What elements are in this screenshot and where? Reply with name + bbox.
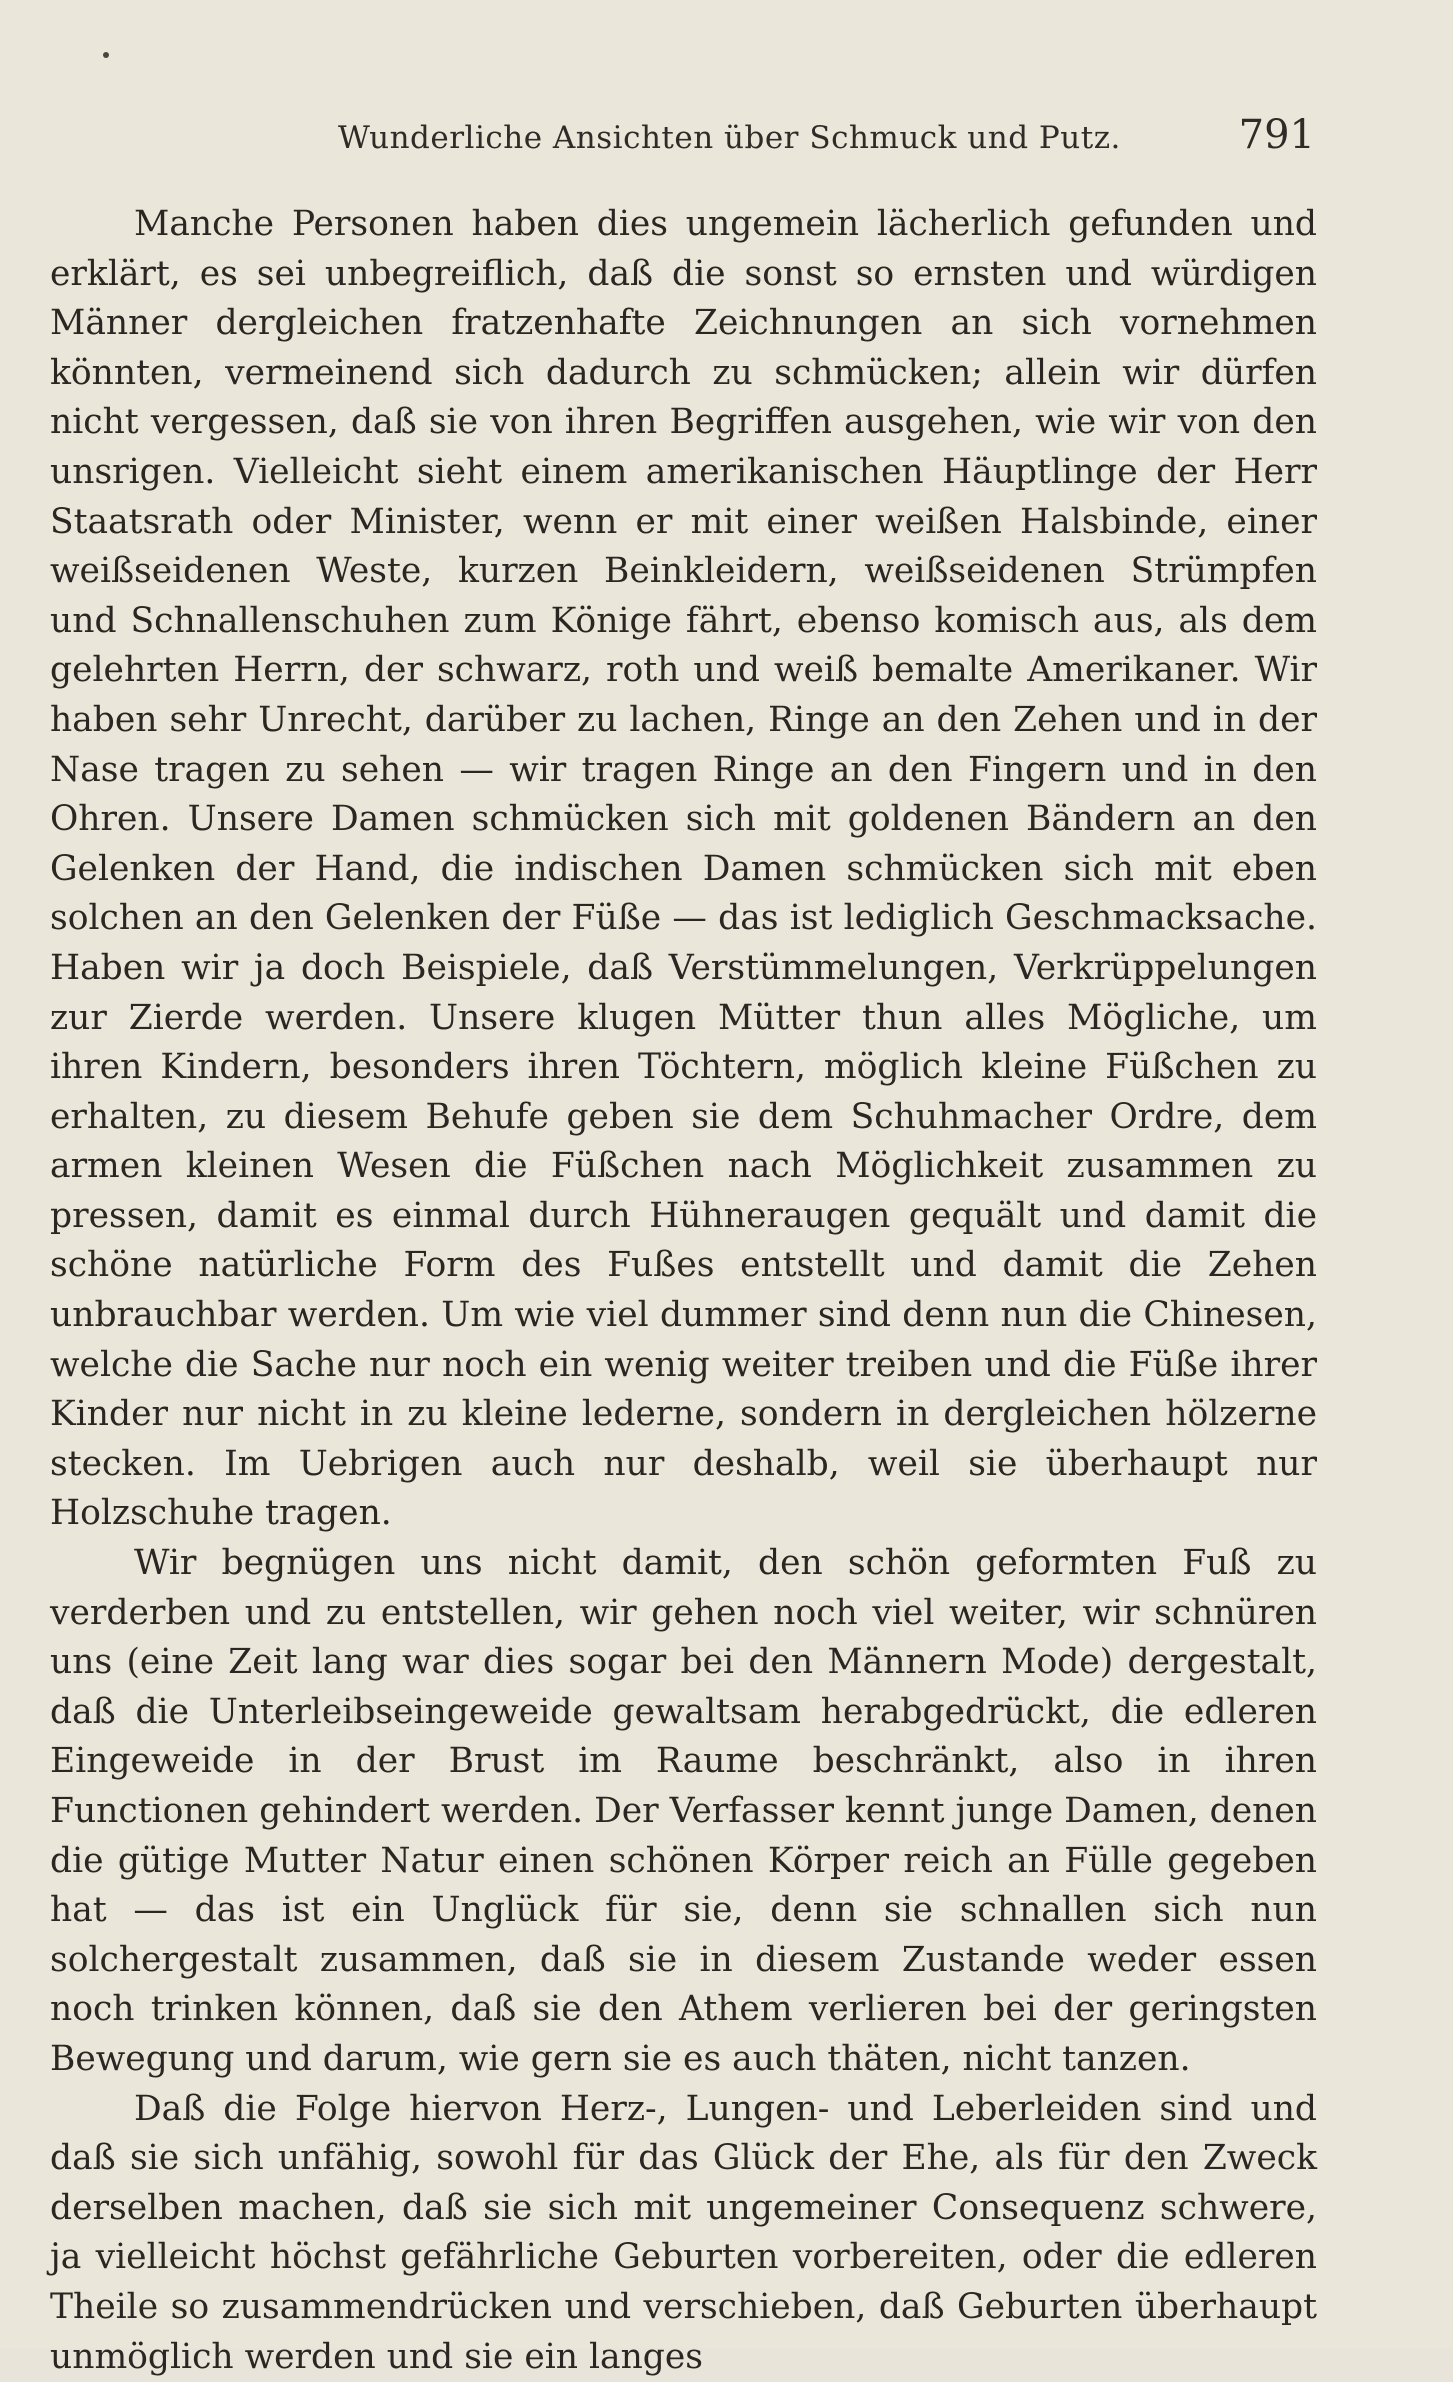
page-header — [338, 112, 1315, 172]
page-number: 791 — [1238, 112, 1315, 158]
ink-speck — [103, 52, 109, 58]
paragraph: Daß die Folge hiervon Herz-, Lungen- und Leberleiden sind und daß sie sich unfähig, sowohl für das Glück der Ehe, als für den Zweck derselben machen, daß sie sich mit ungemeiner Consequenz schwere, ja vielleicht höchst gefährliche Geburten vorbereiten, oder die edleren Theile so zusammendrücken und verschieben, daß Geburten überhaupt unmöglich werden und sie ein langes — [50, 2088, 1317, 2377]
running-title: Wunderliche Ansichten über Schmuck und Putz. — [338, 120, 1121, 156]
paragraph: Manche Personen haben dies ungemein lächerlich gefunden und erklärt, es sei unbegreiflich, daß die sonst so ernsten und würdigen Männer dergleichen fratzenhafte Zeichnungen an sich vornehmen könnten, vermeinend sich dadurch zu schmücken; allein wir dürfen nicht vergessen, daß sie von ihren Begriffen ausgehen, wie wir von den unsrigen. Vielleicht sieht einem amerikanischen Häuptlinge der Herr Staatsrath oder Minister, wenn er mit einer weißen Halsbinde, einer weißseidenen Weste, kurzen Beinkleidern, weißseidenen Strümpfen und Schnallenschuhen zum Könige fährt, ebenso komisch aus, als dem gelehrten Herrn, der schwarz, roth und weiß bemalte Amerikaner. Wir haben sehr Unrecht, darüber zu lachen, Ringe an den Zehen und in der Nase tragen zu sehen — wir tragen Ringe an den Fingern und in den Ohren. Unsere Damen schmücken sich mit goldenen Bändern an den Gelenken der Hand, die indischen Damen schmücken sich mit eben solchen an den Gelenken der Füße — das ist lediglich Geschmacksache. Haben wir ja doch Beispiele, daß Verstümmelungen, Verkrüppelungen zur Zierde werden. Unsere klugen Mütter thun alles Mögliche, um ihren Kindern, besonders ihren Töchtern, möglich kleine Füßchen zu erhalten, zu diesem Behufe geben sie dem Schuhmacher Ordre, dem armen kleinen Wesen die Füßchen nach Möglichkeit zusammen zu pressen, damit es einmal durch Hühneraugen gequält und damit die schöne natürliche Form des Fußes entstellt und damit die Zehen unbrauchbar werden. Um wie viel dummer sind denn nun die Chinesen, welche die Sache nur noch ein wenig weiter treiben und die Füße ihrer Kinder nur nicht in zu kleine lederne, sondern in dergleichen hölzerne stecken. Im Uebrigen auch nur deshalb, weil sie überhaupt nur Holzschuhe tragen. — [50, 204, 1317, 1534]
body-text — [50, 200, 1317, 2382]
paragraph: Wir begnügen uns nicht damit, den schön geformten Fuß zu verderben und zu entstellen, wir gehen noch viel weiter, wir schnüren uns (eine Zeit lang war dies sogar bei den Männern Mode) dergestalt, daß die Unterleibseingeweide gewaltsam herabgedrückt, die edleren Eingeweide in der Brust im Raume beschränkt, also in ihren Functionen gehindert werden. Der Verfasser kennt junge Damen, denen die gütige Mutter Natur einen schönen Körper reich an Fülle gegeben hat — das ist ein Unglück für sie, denn sie schnallen sich nun solchergestalt zusammen, daß sie in diesem Zustande weder essen noch trinken können, daß sie den Athem verlieren bei der geringsten Bewegung und darum, wie gern sie es auch thäten, nicht tanzen. — [50, 1543, 1317, 2079]
